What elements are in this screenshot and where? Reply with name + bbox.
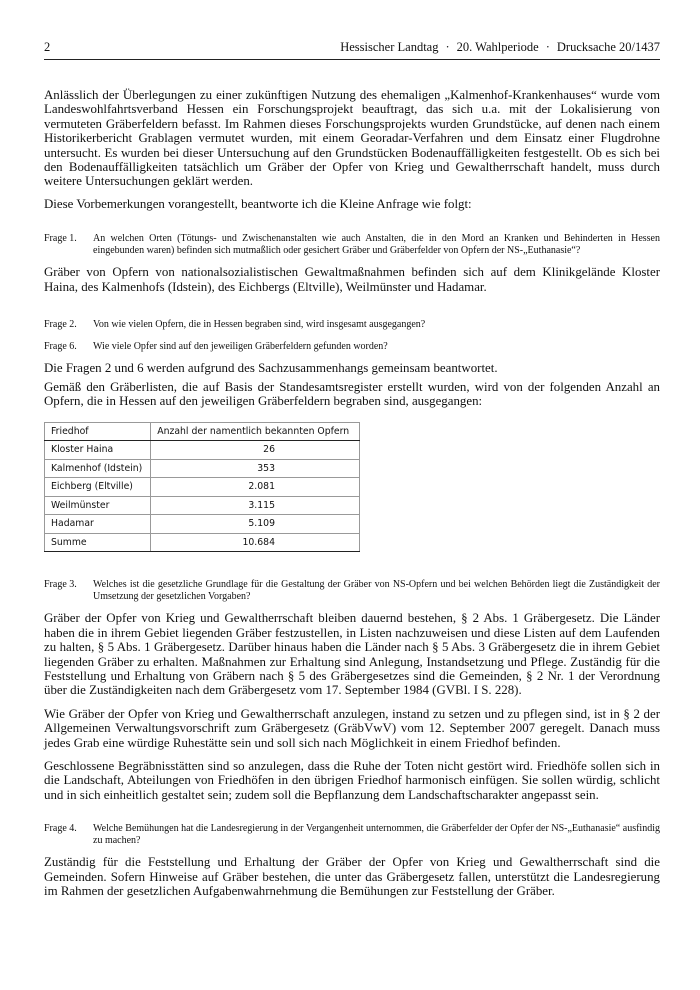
cell-count: 353 [151,459,360,478]
cell-sum-label: Summe [45,533,151,552]
table-row [45,515,360,534]
question-4 [44,823,660,846]
table-row [45,441,360,460]
question-text: Welche Bemühungen hat die Landesregierung in der Vergangenheit unternommen, die Gräberfelder der Opfer der NS-„Euthanasie“ ausfindig zu machen? [93,823,660,846]
cell-count: 2.081 [151,478,360,497]
header-separator: · [545,40,550,54]
question-text: Welches ist die gesetzliche Grundlage für die Gestaltung der Gräber von NS-Opfern und bei welchen Behörden liegt die Zuständigkeit der Umsetzung der gesetzlichen Vorgaben? [93,579,660,602]
table-row [45,459,360,478]
cell-cemetery: Weilmünster [45,496,151,515]
answer-4: Zuständig für die Feststellung und Erhaltung der Gräber der Opfer von Krieg und Gewaltherrschaft sind die Gemeinden. Sofern Hinweise auf Gräber bestehen, die unter das Gräbergesetz fallen, unterstützt die Landesregierung im Rahmen der gesetzlichen Aufgabenwahrnehmung die Bemühungen zur Feststellung der Gräber. [44,855,660,899]
question-label: Frage 3. [44,579,77,591]
answer-2-6: Gemäß den Gräberlisten, die auf Basis der Standesamtsregister erstellt wurden, wird von der folgenden Anzahl an Opfern, die in Hessen auf den jeweiligen Gräberfeldern begraben sind, ausgegangen: [44,379,660,409]
page-number: 2 [44,40,51,54]
answer-3-part-3: Geschlossene Begräbnisstätten sind so anzulegen, dass die Ruhe der Toten nicht gestört wird. Friedhöfe sollen sich in die Landschaft, Abteilungen von Friedhöfen in den übrigen Friedhof harmonisch einfügen. Sie sollen würdig, schlicht und in sich einheitlich gestaltet sein; zudem soll die Bepflanzung dem Landschaftscharakter angepasst sein. [44,759,660,802]
table-sum-row [45,533,360,552]
question-6 [44,341,660,353]
answer-1: Gräber von Opfern von nationalsozialistischen Gewaltmaßnahmen befinden sich auf dem Klinikgelände Kloster Haina, des Kalmenhofs (Idstein), des Eichbergs (Eltville), Weilmünster und Hadamar. [44,265,660,294]
question-label: Frage 2. [44,319,77,331]
header-document: Drucksache 20/1437 [556,40,660,54]
victims-table [44,422,360,553]
answer-3-part-2: Wie Gräber der Opfer von Krieg und Gewaltherrschaft anzulegen, instand zu setzen und zu pflegen sind, ist in § 2 der Allgemeinen Verwaltungsvorschrift zum Gräbergesetz (GräbVwV) vom 12. September 2007 geregelt. Danach muss jedes Grab eine würdige Ruhestätte sein und soll sich nach Möglichkeit in einem Friedhof befinden. [44,706,660,750]
answer-3-part-1: Gräber der Opfer von Krieg und Gewaltherrschaft bleiben dauernd bestehen, § 2 Abs. 1 Gräbergesetz. Die Länder haben die in ihrem Gebiet liegenden Gräber festzustellen, in Listen nachzuweisen und diese Listen auf dem Laufenden zu halten, § 5 Abs. 1 Gräbergesetz. Darüber hinaus haben die Länder nach § 5 Abs. 3 Gräbergesetz die in ihrem Gebiet liegenden Gräber zu erhalten. Maßnahmen zur Erhaltung sind Anlegung, Instandsetzung und Pflege. Zuständig für die Feststellung und Erhaltung von Gräbern nach § 5 des Gräbergesetzes sind die Gemeinden, § 2 Nr. 1 der Verordnung über die Zuständigkeiten nach dem Gräbergesetz vom 17. September 1984 (GVBl. I S. 228). [44,611,660,698]
header-source: Hessischer Landtag [340,40,439,54]
cell-count: 5.109 [151,515,360,534]
table-row [45,496,360,515]
question-1 [44,233,660,256]
cell-cemetery: Eichberg (Eltville) [45,478,151,497]
question-2 [44,319,660,331]
cell-cemetery: Hadamar [45,515,151,534]
column-header-cemetery: Friedhof [45,422,151,441]
cell-count: 3.115 [151,496,360,515]
table-row [45,478,360,497]
page-header [44,40,660,60]
question-3 [44,579,660,602]
question-label: Frage 1. [44,233,77,245]
header-info [340,40,660,55]
question-text: An welchen Orten (Tötungs- und Zwischenanstalten wie auch Anstalten, die in den Mord an Kranken und Behinderten in Hessen eingebunden waren) befinden sich mutmaßlich oder gesichert Gräber und Gräberfelder von Opfern der NS-„Euthanasie“? [93,233,660,256]
intro-paragraph: Anlässlich der Überlegungen zu einer zukünftigen Nutzung des ehemaligen „Kalmenhof-Krankenhauses“ wurde vom Landeswohlfahrtsverband Hessen ein Forschungsprojekt beauftragt, das sich u.a. mit der Lokalisierung von vermuteten Gräberfeldern befasst. Im Rahmen dieses Forschungsprojekts wurden Grundstücke, auf denen nach einem Historikerbericht Grablagen vermutet wurden, mit einem Georadar-Verfahren und dem Einsatz einer Flugdrohne untersucht. Es wurden bei dieser Untersuchung auf den Grundstücken Bodenauffälligkeiten festgestellt. Ob es sich bei den Bodenauffälligkeiten tatsächlich um Gräber der Opfer von Krieg und Gewaltherrschaft handelt, muss durch weitere Untersuchungen geklärt werden. [44,88,660,189]
header-separator: · [445,40,450,54]
header-period: 20. Wahlperiode [456,40,539,54]
cell-count: 26 [151,441,360,460]
column-header-count: Anzahl der namentlich bekannten Opfern [151,422,360,441]
table-header-row [45,422,360,441]
document-page [44,40,660,899]
question-text: Wie viele Opfer sind auf den jeweiligen Gräberfeldern gefunden worden? [93,340,388,352]
cell-cemetery: Kloster Haina [45,441,151,460]
answer-2-6-intro: Die Fragen 2 und 6 werden aufgrund des Sachzusammenhangs gemeinsam beantwortet. [44,361,498,376]
cell-sum-count: 10.684 [151,533,360,552]
question-label: Frage 6. [44,340,77,352]
intro-closing: Diese Vorbemerkungen vorangestellt, beantworte ich die Kleine Anfrage wie folgt: [44,196,472,211]
cell-cemetery: Kalmenhof (Idstein) [45,459,151,478]
question-text: Von wie vielen Opfern, die in Hessen begraben sind, wird insgesamt ausgegangen? [93,319,426,331]
question-label: Frage 4. [44,823,77,835]
